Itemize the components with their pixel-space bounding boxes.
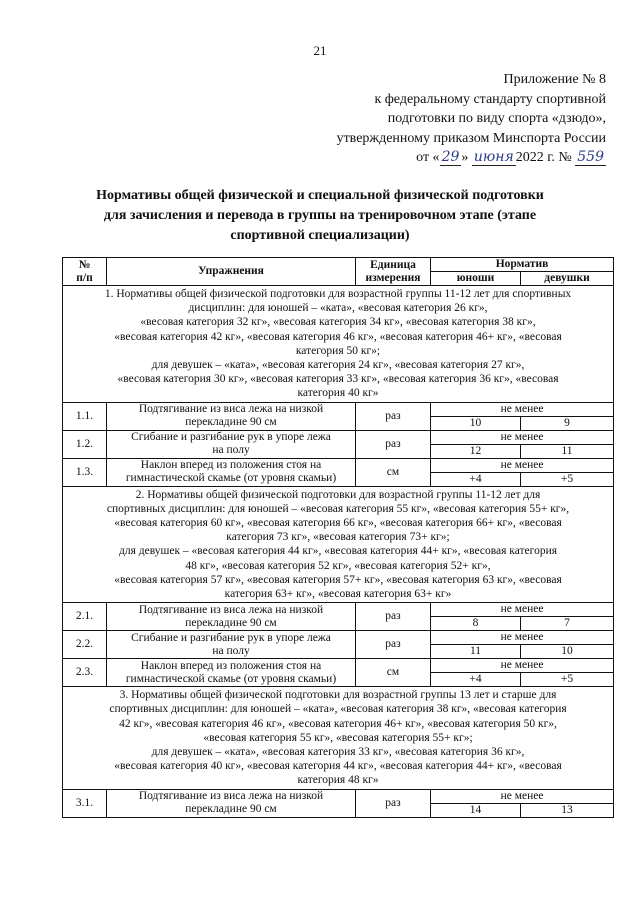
boys-value: 12	[431, 444, 521, 458]
header-norm: Норматив	[431, 258, 614, 272]
exercise-line-2: на полу	[212, 444, 250, 457]
boys-value: 14	[431, 803, 521, 817]
section-heading-line: «весовая категория 30 кг», «весовая категория 33 кг», «весовая категория 36 кг», «весовая	[117, 373, 559, 386]
norm-condition: не менее	[431, 402, 614, 416]
girls-value: 7	[521, 617, 614, 631]
norm-row	[63, 789, 614, 803]
boys-value: +4	[431, 472, 521, 486]
boys-value: 10	[431, 416, 521, 430]
girls-value: +5	[521, 673, 614, 687]
header-exercise: Упражнения	[107, 258, 356, 286]
date-month-handwritten: июня	[473, 149, 514, 165]
norm-condition: не менее	[431, 789, 614, 803]
unit: см	[356, 659, 431, 687]
section-heading-row	[63, 286, 614, 403]
header-unit: Единица измерения	[356, 258, 431, 286]
unit: раз	[356, 402, 431, 430]
exercise-line-2: перекладине 90 см	[185, 416, 277, 429]
page-number: 21	[313, 43, 327, 58]
unit: раз	[356, 430, 431, 458]
date-mid: »	[461, 150, 469, 165]
norm-row	[63, 631, 614, 645]
section-heading-line: «весовая категория 42 кг», «весовая категория 46 кг», «весовая категория 46+ кг», «весовая	[114, 330, 562, 343]
appendix-date-line	[306, 148, 606, 168]
section-heading-line: спортивных дисциплин: для юношей – «весовая категория 55 кг», «весовая категория 55+ кг»,	[106, 502, 570, 515]
date-prefix: от «	[416, 150, 440, 165]
row-number: 2.2.	[63, 631, 107, 659]
unit: раз	[356, 789, 431, 817]
row-number: 1.2.	[63, 430, 107, 458]
section-heading-line: «весовая категория 57 кг», «весовая категория 57+ кг», «весовая категория 63 кг», «весовая	[114, 573, 562, 586]
section-heading-line: категория 73 кг», «весовая категория 73+ кг»;	[226, 531, 450, 544]
section-heading-line: 42 кг», «весовая категория 46 кг», «весовая категория 46+ кг», «весовая категория 50 кг»,	[119, 717, 557, 730]
norm-condition: не менее	[431, 603, 614, 617]
section-heading-line: категория 63+ кг», «весовая категория 63+ кг»	[224, 588, 452, 601]
section-heading-line: 2. Нормативы общей физической подготовки для возрастной группы 11-12 лет для	[135, 488, 541, 501]
exercise-line-2: перекладине 90 см	[185, 803, 277, 816]
appendix-block	[306, 70, 606, 168]
title-line-2: для зачисления и перевода в группы на тренировочном этапе (этапе	[103, 208, 537, 223]
unit: раз	[356, 631, 431, 659]
norm-row	[63, 603, 614, 617]
date-day-handwritten: 29	[441, 149, 460, 165]
exercise-name	[107, 789, 356, 817]
section-heading	[63, 286, 614, 403]
section-heading-line: «весовая категория 40 кг», «весовая категория 44 кг», «весовая категория 44+ кг», «весовая	[114, 760, 562, 773]
norm-condition: не менее	[431, 430, 614, 444]
exercise-line-2: гимнастической скамье (от уровня скамьи)	[125, 672, 337, 685]
date-year: 2022 г. №	[515, 150, 572, 165]
section-heading-line: 48 кг», «весовая категория 52 кг», «весовая категория 52+ кг»,	[185, 559, 491, 572]
exercise-name	[107, 603, 356, 631]
section-heading	[63, 687, 614, 789]
exercise-name	[107, 631, 356, 659]
header-num: № п/п	[63, 258, 107, 286]
appendix-line-1: Приложение № 8	[503, 72, 606, 87]
exercise-line-1: Наклон вперед из положения стоя на	[140, 659, 322, 672]
norm-row	[63, 458, 614, 472]
exercise-line-1: Сгибание и разгибание рук в упоре лежа	[131, 431, 331, 444]
boys-value: 8	[431, 617, 521, 631]
unit: см	[356, 458, 431, 486]
section-heading-line: «весовая категория 55 кг», «весовая категория 55+ кг»;	[203, 731, 473, 744]
exercise-line-1: Подтягивание из виса лежа на низкой	[138, 790, 324, 803]
exercise-line-1: Подтягивание из виса лежа на низкой	[138, 603, 324, 616]
header-boys: юноши	[431, 272, 521, 286]
exercise-name	[107, 458, 356, 486]
appendix-line-4: утвержденному приказом Минспорта России	[336, 130, 606, 146]
row-number: 2.1.	[63, 603, 107, 631]
section-heading-line: для девушек – «весовая категория 44 кг», «весовая категория 44+ кг», «весовая категория	[118, 545, 558, 558]
appendix-line-3: подготовки по виду спорта «дзюдо»,	[387, 111, 606, 126]
section-heading	[63, 486, 614, 603]
section-heading-line: 3. Нормативы общей физической подготовки для возрастной группы 13 лет и старше для	[119, 689, 557, 702]
section-heading-line: категория 48 кг»	[297, 774, 379, 787]
section-heading-line: дисциплин: для юношей – «ката», «весовая категория 26 кг»,	[188, 302, 488, 315]
section-heading-line: категория 50 кг»;	[295, 344, 381, 357]
exercise-line-1: Наклон вперед из положения стоя на	[140, 459, 322, 472]
norm-condition: не менее	[431, 631, 614, 645]
norm-row	[63, 659, 614, 673]
norm-row	[63, 402, 614, 416]
girls-value: 13	[521, 803, 614, 817]
boys-value: 11	[431, 645, 521, 659]
girls-value: +5	[521, 472, 614, 486]
title-line-3: спортивной специализации)	[230, 228, 410, 243]
section-heading-line: «весовая категория 60 кг», «весовая категория 66 кг», «весовая категория 66+ кг», «весовая	[114, 517, 562, 530]
exercise-line-2: гимнастической скамье (от уровня скамьи)	[125, 472, 337, 485]
exercise-line-2: на полу	[212, 644, 250, 657]
exercise-line-1: Сгибание и разгибание рук в упоре лежа	[131, 631, 331, 644]
appendix-line-2: к федеральному стандарту спортивной	[374, 91, 606, 107]
exercise-line-1: Подтягивание из виса лежа на низкой	[138, 403, 324, 416]
section-heading-line: категория 40 кг»	[297, 387, 379, 400]
row-number: 1.1.	[63, 402, 107, 430]
section-heading-row	[63, 687, 614, 789]
exercise-name	[107, 402, 356, 430]
header-girls: девушки	[521, 272, 614, 286]
section-heading-line: для девушек – «ката», «весовая категория 33 кг», «весовая категория 36 кг»,	[151, 746, 525, 759]
norm-condition: не менее	[431, 659, 614, 673]
exercise-line-2: перекладине 90 см	[185, 616, 277, 629]
order-number-handwritten: 559	[577, 149, 604, 165]
section-heading-line: спортивных дисциплин: для юношей – «ката», «весовая категория 38 кг», «весовая категория	[109, 703, 567, 716]
row-number: 3.1.	[63, 789, 107, 817]
girls-value: 10	[521, 645, 614, 659]
section-heading-line: «весовая категория 32 кг», «весовая категория 34 кг», «весовая категория 38 кг»,	[140, 316, 536, 329]
row-number: 1.3.	[63, 458, 107, 486]
girls-value: 11	[521, 444, 614, 458]
norm-condition: не менее	[431, 458, 614, 472]
girls-value: 9	[521, 416, 614, 430]
unit: раз	[356, 603, 431, 631]
section-heading-row	[63, 486, 614, 603]
boys-value: +4	[431, 673, 521, 687]
norm-row	[63, 430, 614, 444]
document-title	[60, 186, 580, 246]
row-number: 2.3.	[63, 659, 107, 687]
exercise-name	[107, 659, 356, 687]
section-heading-line: для девушек – «ката», «весовая категория 24 кг», «весовая категория 27 кг»,	[151, 359, 525, 372]
title-line-1: Нормативы общей физической и специальной физической подготовки	[96, 188, 544, 203]
norms-table	[62, 257, 614, 818]
section-heading-line: 1. Нормативы общей физической подготовки для возрастной группы 11-12 лет для спортивных	[104, 288, 572, 300]
exercise-name	[107, 430, 356, 458]
